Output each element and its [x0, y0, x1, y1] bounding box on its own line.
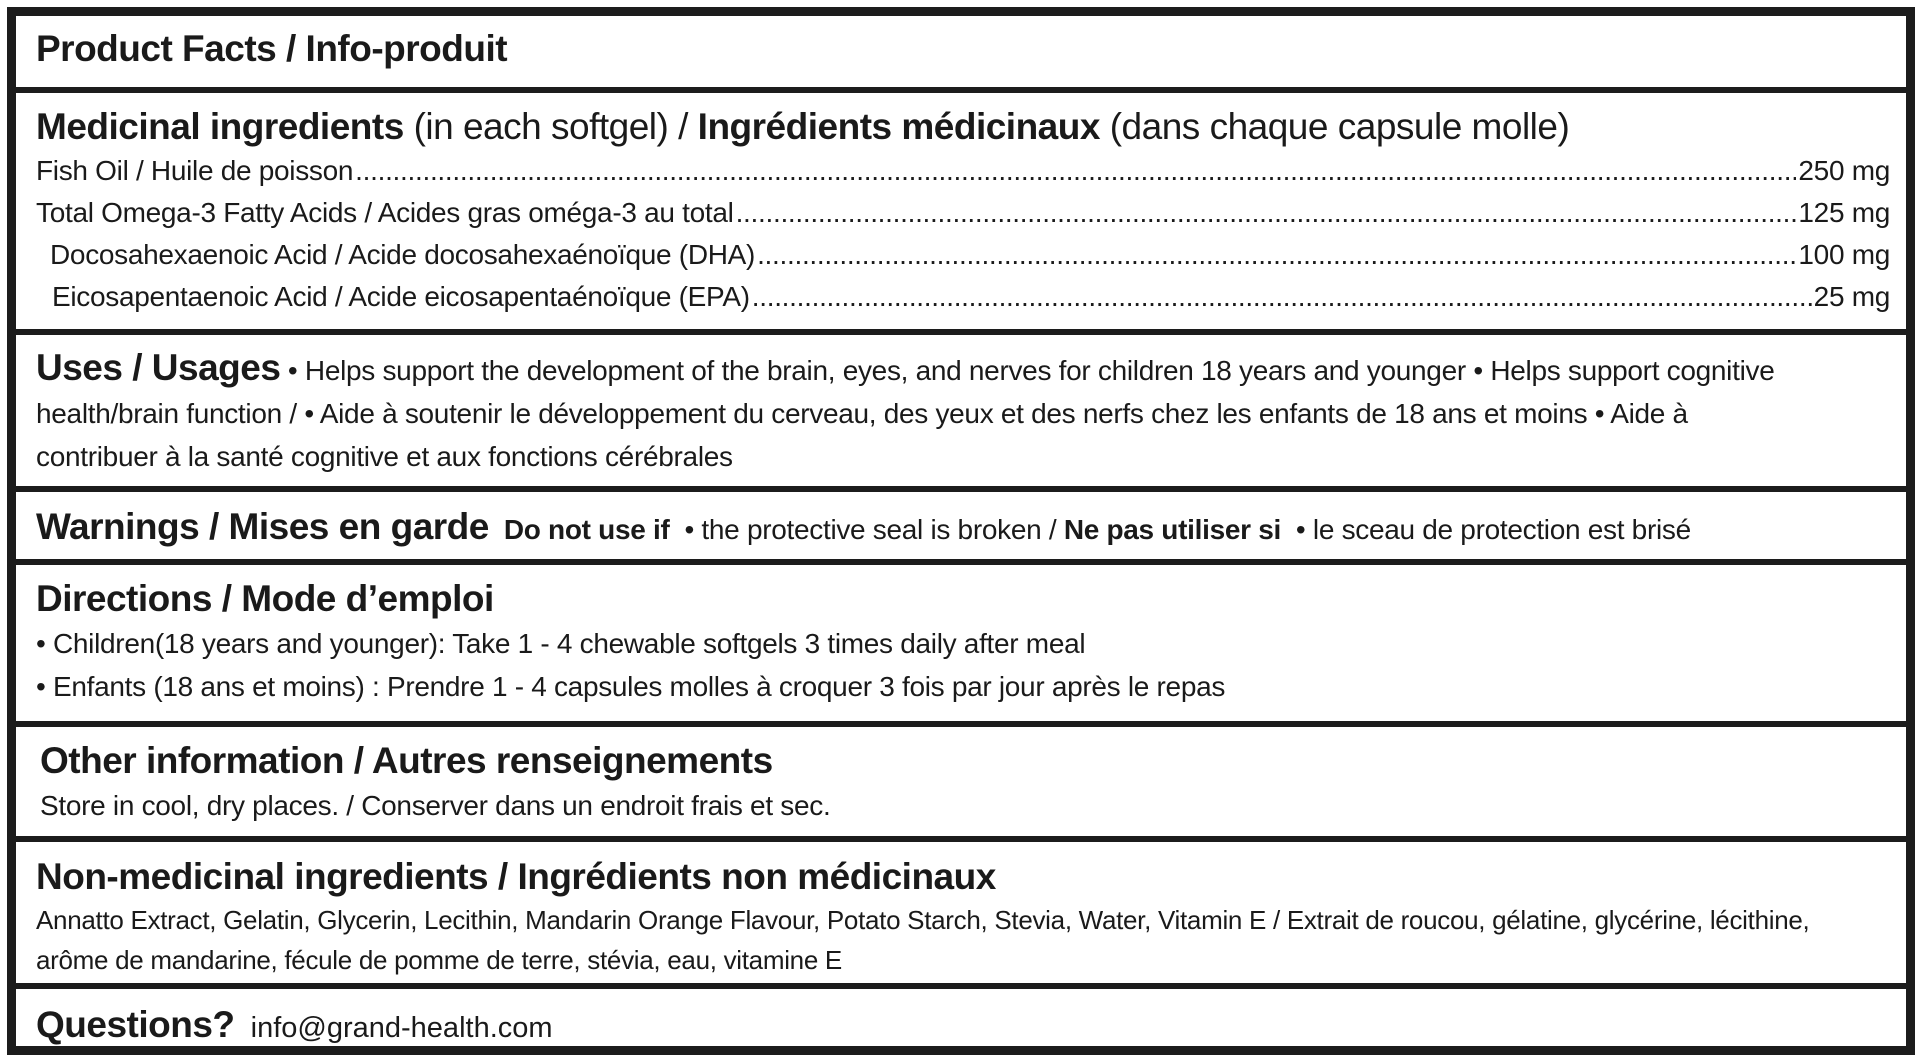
uses-line-1: [36, 346, 1890, 392]
dot-leader: [736, 192, 1797, 234]
non-medicinal-line-1: Annatto Extract, Gelatin, Glycerin, Lecithin, Mandarin Orange Flavour, Potato Starch, Stevia, Water, Vitamin E / Extrait de roucou, gélatine, glycérine, lécithine,: [36, 905, 1810, 935]
directions-heading: Directions / Mode d’emploi: [36, 578, 494, 619]
divider: [16, 87, 1906, 93]
ingredient-amount: 125 mg: [1798, 197, 1890, 228]
ingredient-row: [36, 150, 1890, 192]
divider: [16, 329, 1906, 335]
warnings-section: [16, 504, 1906, 550]
medicinal-ingredients-section: [16, 104, 1906, 318]
medicinal-heading-fr-note: (dans chaque capsule molle): [1109, 106, 1570, 147]
ingredient-row: [36, 276, 1890, 318]
divider: [16, 983, 1906, 989]
ingredient-amount: 100 mg: [1798, 239, 1890, 270]
non-medicinal-section: [16, 854, 1906, 980]
uses-heading: Uses / Usages: [36, 347, 281, 388]
uses-line-3: contribuer à la santé cognitive et aux fonctions cérébrales: [36, 441, 733, 472]
ingredient-amount: 250 mg: [1798, 155, 1890, 186]
ingredient-name: Fish Oil / Huile de poisson: [36, 155, 354, 186]
warnings-en-text: • the protective seal is broken /: [684, 514, 1057, 545]
product-facts-panel: [7, 7, 1915, 1055]
medicinal-heading-fr: Ingrédients médicinaux: [697, 106, 1100, 147]
ingredient-name: Eicosapentaenoic Acid / Acide eicosapentaénoïque (EPA): [52, 281, 750, 312]
medicinal-heading-en: Medicinal ingredients: [36, 106, 404, 147]
divider: [16, 486, 1906, 492]
other-text: Store in cool, dry places. / Conserver dans un endroit frais et sec.: [40, 790, 831, 821]
warnings-fr-text: • le sceau de protection est brisé: [1295, 514, 1691, 545]
uses-section: [16, 346, 1906, 478]
uses-text-1: • Helps support the development of the brain, eyes, and nerves for children 18 years and younger • Helps support cognitive: [287, 355, 1775, 386]
directions-line-1: • Children(18 years and younger): Take 1 - 4 chewable softgels 3 times daily after meal: [36, 628, 1086, 659]
warnings-fr-label: Ne pas utiliser si: [1063, 514, 1281, 545]
ingredient-name: Docosahexaenoic Acid / Acide docosahexaénoïque (DHA): [50, 239, 756, 270]
divider: [16, 721, 1906, 727]
warnings-en-label: Do not use if: [503, 514, 670, 545]
medicinal-heading: [36, 104, 1890, 150]
dot-leader: [752, 276, 1812, 318]
other-heading: Other information / Autres renseignements: [40, 740, 773, 781]
uses-line-2: health/brain function / • Aide à soutenir le développement du cerveau, des yeux et des nerfs chez les enfants de 18 ans et moins • Aide à: [36, 398, 1688, 429]
ingredient-amount: 25 mg: [1813, 281, 1890, 312]
directions-line-2: • Enfants (18 ans et moins) : Prendre 1 - 4 capsules molles à croquer 3 fois par jour après le repas: [36, 671, 1226, 702]
ingredient-name: Total Omega-3 Fatty Acids / Acides gras oméga-3 au total: [36, 197, 734, 228]
questions-heading: Questions?: [36, 1004, 235, 1045]
ingredient-row: [36, 192, 1890, 234]
non-medicinal-line-2: arôme de mandarine, fécule de pomme de terre, stévia, eau, vitamine E: [36, 945, 842, 975]
ingredient-row: [36, 234, 1890, 276]
other-information-section: [16, 738, 1906, 827]
non-medicinal-heading: Non-medicinal ingredients / Ingrédients non médicinaux: [36, 856, 996, 897]
title-section: [16, 28, 1906, 70]
divider: [16, 559, 1906, 565]
medicinal-heading-en-note: (in each softgel): [413, 106, 669, 147]
contact-email: info@grand-health.com: [250, 1012, 553, 1044]
warnings-heading: Warnings / Mises en garde: [36, 506, 489, 547]
directions-section: [16, 576, 1906, 708]
dot-leader: [355, 150, 1796, 192]
page-title: Product Facts / Info-produit: [36, 28, 508, 69]
medicinal-heading-sep: /: [678, 106, 688, 147]
dot-leader: [757, 234, 1796, 276]
questions-section: [16, 1002, 1906, 1048]
divider: [16, 836, 1906, 842]
